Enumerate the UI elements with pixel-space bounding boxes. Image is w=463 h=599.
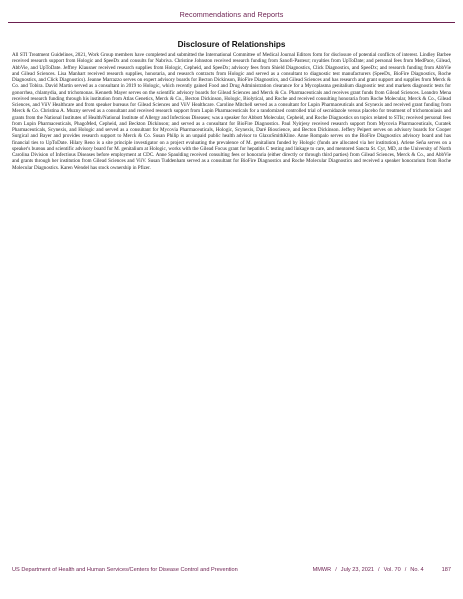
footer-journal: MMWR xyxy=(312,567,332,573)
section-title: Disclosure of Relationships xyxy=(177,40,286,49)
disclosure-paragraph: All STI Treatment Guidelines, 2021, Work Group members have completed and submitted the International Committee of Medical Journal Editors form for disclosure of potential conflicts of interest. Lindley Barbee received research support from Hologic and SpeeDx and consults for Nabriva. Christine Johnston received research funding from Sanofi-Pasteur; royalties from UpToDate; and personal fees from MedPace, Gilead, AbbVie, and UpToDate. Jeffrey Klausner received research supplies from Hologic, Cepheid, and SpeeDx; advisory fees from Shield Diagnostics, Click Diagnostics, and SpeeDx; and research funding from AbbVie and Gilead Sciences. Lisa Manhart received research supplies, honoraria, and research contracts from Hologic and served as a consultant to diagnostic test manufacturers (SpeeDx, BioFire Diagnostics, Roche Diagnostics, and Click Diagnostics). Jeanne Marrazzo serves on expert advisory boards for Becton Dickinson, BioFire Diagnostics, and Gilead Sciences and has research and grant support and supplies from Merck & Co. and Tobira. David Martin served as a consultant in 2019 to Hologic, which recently gained Food and Drug Administration clearance for a Mycoplasma genitalium diagnostic test and markets diagnostic tests for gonorrhea, chlamydia, and trichomonas. Kenneth Mayer serves on the scientific advisory boards for Gilead Sciences and Merck & Co. Pharmaceuticals and receives grant funds from Gilead Sciences. Leandro Mena received research funding through his institution from Atlas Genetics, Merck & Co., Becton Dickinson, Hologic, Biolytical, and Roche and received consulting honoraria from Roche Molecular, Merck & Co., Gilead Sciences, and ViiV Healthcare and from speaker bureaus for Gilead Sciences and ViiV Healthcare. Caroline Mitchell served as a consultant for Lupin Pharmaceuticals and Scynexis and received grant funding from Merck & Co. Christina A. Muzny served as a consultant and received research support from Lupin Pharmaceuticals for a randomized controlled trial of secnidazole versus placebo for treatment of trichomoniasis and grants from the National Institutes of Health/National Institute of Allergy and Infectious Diseases; was a speaker for Abbott Molecular, Cepheid, and Roche Diagnostics on topics related to STIs; received personal fees from Lupin Pharmaceuticals, PhagoMed, Cepheid, and Beckton Dickinson; and served as a consultant for BioFire Diagnostics. Paul Nyirjesy received research support from Mycovia Pharmaceuticals, Curatek Pharmaceuticals, Scynexis, and Hologic and served as a consultant for Mycovia Pharmaceuticals, Hologic, Scynexis, Daré Bioscience, and Becton Dickinson. Jeffery Peipert serves on advisory boards for Cooper Surgical and Bayer and provides research support to Merck & Co. Susan Philip is an unpaid public health advisor to GlaxoSmithKline. Anne Rompalo serves on the BioFire Diagnostics advisory board and has financial ties to UpToDate. Hilary Reno is a site principle investigator on a project evaluating the prevalence of M. genitalium funded by Hologic (funds are allocated via her institution). Arlene Seña serves on a speaker's bureau and scientific advisory board for M. genitalium at Hologic, works with the Gilead Focus grant for hepatitis C testing and linkage to care, and mentored Sancta St. Cyr, MD, at the University of North Carolina Division of Infectious Diseases before employment at CDC. Anne Spaulding received consulting fees or honoraria (either directly or through third parties) from Gilead Sciences, Merck & Co., and AbbVie and grants through her institution from Gilead Sciences and ViiV. Susan Tuddenham served as a consultant for BioFire Diagnostics and Roche Molecular Diagnostics and received a speaker honorarium from Roche Molecular Diagnostics. Karen Wendel has stock ownership in Pfizer. xyxy=(12,52,451,171)
footer-citation xyxy=(313,567,451,573)
page-footer xyxy=(12,567,451,577)
footer-agency: US Department of Health and Human Services/Centers for Disease Control and Prevention xyxy=(12,567,238,573)
footer-separator: / xyxy=(404,567,407,573)
running-header: Recommendations and Reports xyxy=(179,10,284,19)
footer-page-number: 187 xyxy=(441,567,451,573)
header-divider xyxy=(8,22,455,23)
footer-volume: Vol. 70 xyxy=(383,567,401,573)
footer-number: No. 4 xyxy=(410,567,424,573)
footer-date: July 23, 2021 xyxy=(340,567,375,573)
footer-separator: / xyxy=(378,567,380,573)
footer-separator: / xyxy=(335,567,337,573)
